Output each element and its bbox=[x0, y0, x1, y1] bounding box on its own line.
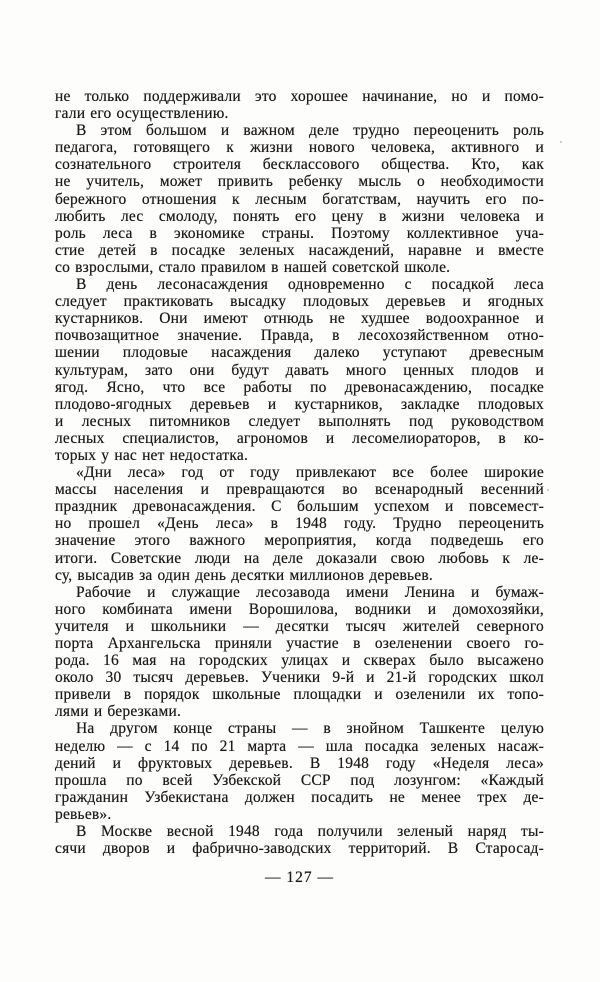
text-line: стие детей в посадке зеленых насаждений, наравне и вместе bbox=[55, 241, 544, 259]
text-line: значение этого важного мероприятия, когда подведешь его bbox=[55, 532, 544, 550]
page-text bbox=[55, 88, 544, 857]
text-line: Рабочие и служащие лесозавода имени Ленина и бумаж- bbox=[76, 583, 544, 601]
text-line: около 30 тысяч деревьев. Ученики 9-й и 21-й городских школ bbox=[55, 669, 544, 687]
text-line: торых у нас нет недостатка. bbox=[55, 446, 249, 464]
paragraph bbox=[55, 464, 544, 584]
text-line: шении плодовые насаждения далеко уступают древесным bbox=[55, 344, 544, 362]
text-line: бережного отношения к лесным богатствам, научить его по- bbox=[55, 190, 544, 208]
text-line: привели в порядок школьные площадки и озеленили их топо- bbox=[55, 686, 544, 704]
text-line: не только поддерживали это хорошее начинание, но и помо- bbox=[55, 88, 544, 105]
text-line: В Москве весной 1948 года получили зеленый наряд ты- bbox=[76, 823, 544, 841]
paragraph bbox=[55, 88, 544, 122]
text-line: кустарников. Они имеют отнюдь не худшее водоохранное и bbox=[55, 310, 544, 328]
paragraph bbox=[55, 823, 544, 857]
text-line: не учитель, может привить ребенку мысль о необходимости bbox=[55, 173, 544, 191]
scan-speck bbox=[128, 517, 130, 518]
text-line: культурам, зато они будут давать много ценных плодов и bbox=[55, 361, 544, 379]
text-line: На другом конце страны — в знойном Ташкенте целую bbox=[76, 720, 544, 738]
text-line: и лесных питомников следует выполнять под руководством bbox=[55, 412, 544, 430]
text-line: плодово-ягодных деревьев и кустарников, закладке плодовых bbox=[55, 395, 544, 413]
text-line: сячи дворов и фабрично-заводских территорий. В Старосад- bbox=[55, 840, 544, 858]
text-line: любить лес смолоду, понять его цену в жизни человека и bbox=[55, 207, 544, 225]
scan-speck bbox=[560, 141, 562, 143]
text-line: но прошел «День леса» в 1948 году. Трудно переоценить bbox=[55, 515, 544, 533]
text-line: со взрослыми, стало правилом в нашей советской школе. bbox=[55, 258, 451, 276]
text-line: порта Архангельска приняли участие в озеленении своего го- bbox=[55, 635, 544, 652]
text-line: роль леса в экономике страны. Поэтому коллективное уча- bbox=[55, 224, 544, 242]
text-line: учителя и школьники — десятки тысяч жителей северного bbox=[55, 617, 544, 635]
paragraph bbox=[55, 122, 544, 276]
paragraph bbox=[55, 584, 544, 721]
paragraph bbox=[55, 720, 544, 823]
text-line: неделю — с 14 по 21 марта — шла посадка зеленых насаж- bbox=[55, 737, 544, 755]
text-line: гражданин Узбекистана должен посадить не менее трех де- bbox=[55, 788, 544, 806]
text-line: ного комбината имени Ворошилова, водники и домохозяйки, bbox=[55, 600, 544, 618]
text-line: сознательного строителя бесклассового общества. Кто, как bbox=[55, 156, 544, 174]
text-line: следует практиковать высадку плодовых деревьев и ягодных bbox=[55, 293, 544, 311]
text-line: гали его осуществлению. bbox=[55, 105, 229, 123]
text-line: ревьев». bbox=[55, 805, 112, 823]
text-line: су, высадив за один день десятки миллионов деревьев. bbox=[55, 566, 433, 584]
text-line: итоги. Советские люди на деле доказали свою любовь к ле- bbox=[55, 549, 544, 567]
text-line: ягод. Ясно, что все работы по древонасаждению, посадке bbox=[55, 378, 544, 396]
text-line: рода. 16 мая на городских улицах и скверах было высажено bbox=[55, 652, 544, 670]
text-line: почвозащитное значение. Правда, в лесохозяйственном отно- bbox=[55, 327, 544, 345]
text-line: педагога, готовящего к жизни нового человека, активного и bbox=[55, 139, 544, 157]
paragraph bbox=[55, 276, 544, 464]
text-line: лями и березками. bbox=[55, 703, 182, 721]
text-line: праздник древонасаждения. С большим успехом и повсемест- bbox=[55, 498, 544, 516]
text-line: В день лесонасаждения одновременно с посадкой леса bbox=[76, 276, 544, 294]
text-line: «Дни леса» год от году привлекают все более широкие bbox=[76, 464, 544, 482]
page-number: — 127 — bbox=[265, 869, 334, 886]
text-line: дений и фруктовых деревьев. В 1948 году «Неделя леса» bbox=[55, 754, 544, 772]
scan-speck bbox=[547, 489, 549, 491]
text-line: массы населения и превращаются во всенародный весенний bbox=[55, 481, 544, 499]
text-line: прошла по всей Узбекской ССР под лозунгом: «Каждый bbox=[55, 771, 544, 789]
text-line: В этом большом и важном деле трудно переоценить роль bbox=[76, 122, 544, 140]
text-line: лесных специалистов, агрономов и лесомелиораторов, в ко- bbox=[55, 429, 544, 447]
